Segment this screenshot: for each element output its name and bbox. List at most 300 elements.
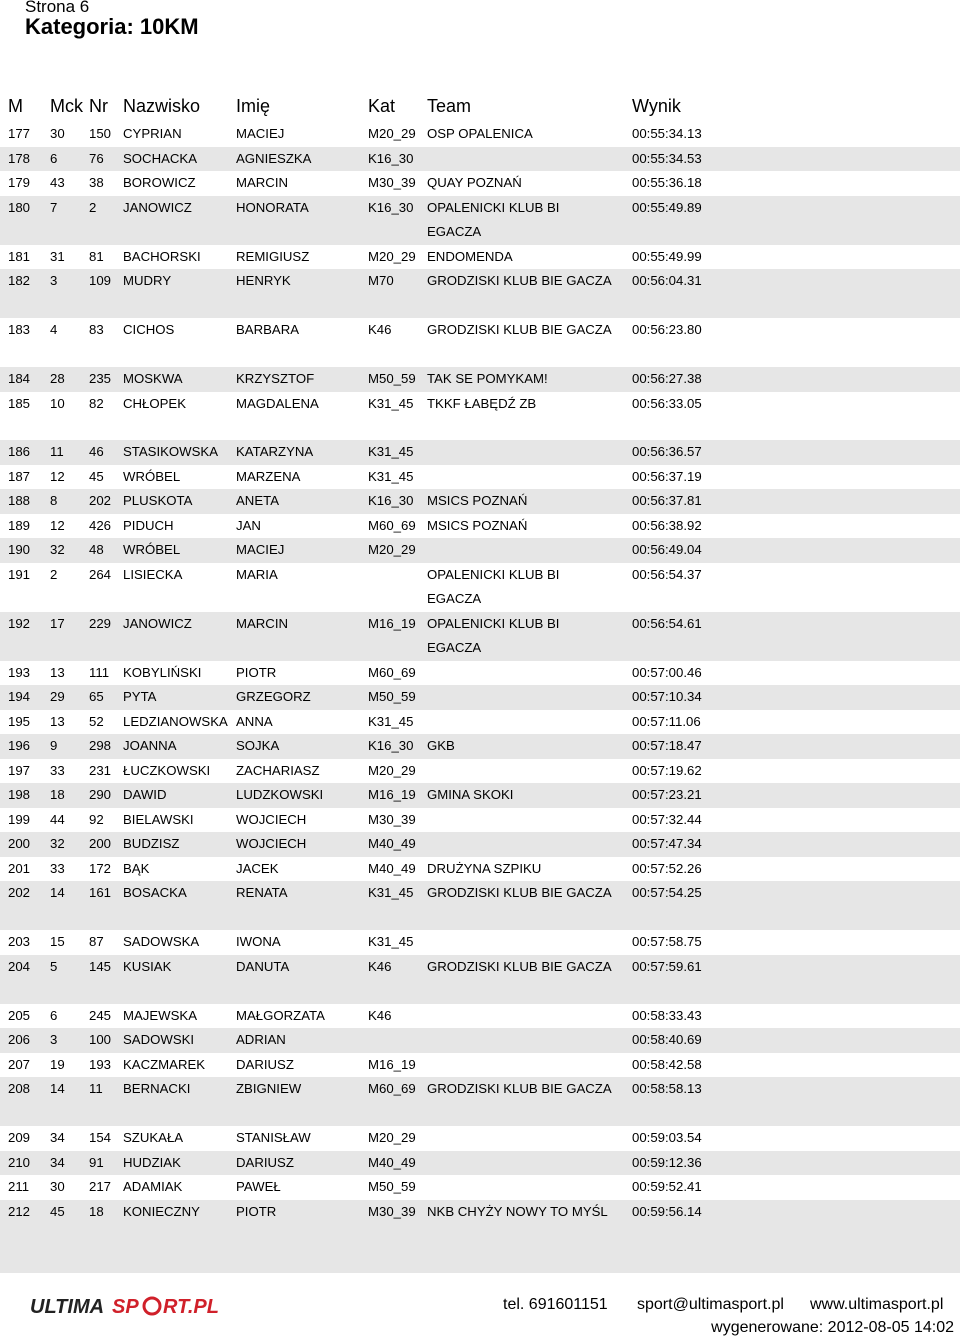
cell-category-place: 45 bbox=[50, 1203, 65, 1219]
cell-result: 00:58:40.69 bbox=[632, 1032, 702, 1047]
cell-place: 195 bbox=[8, 713, 31, 729]
cell-category-place: 18 bbox=[50, 787, 65, 802]
svg-text:SP: SP bbox=[112, 1296, 139, 1318]
table-row bbox=[0, 318, 960, 367]
cell-bib-number: 154 bbox=[89, 1130, 112, 1145]
cell-first-name: ANNA bbox=[236, 713, 273, 729]
cell-category-place: 43 bbox=[50, 175, 65, 190]
cell-result: 00:56:23.80 bbox=[632, 322, 702, 337]
table-row bbox=[0, 1077, 960, 1126]
table-row bbox=[0, 245, 960, 270]
cell-category: M40_49 bbox=[368, 836, 416, 851]
cell-place: 185 bbox=[8, 395, 31, 411]
cell-first-name: KATARZYNA bbox=[236, 444, 314, 459]
cell-surname: JOANNA bbox=[123, 738, 177, 753]
cell-result: 00:56:38.92 bbox=[632, 517, 702, 533]
cell-category: M20_29 bbox=[368, 1130, 416, 1145]
cell-surname: JANOWICZ bbox=[123, 199, 192, 215]
cell-category-place: 33 bbox=[50, 762, 65, 778]
cell-place: 190 bbox=[8, 542, 31, 557]
cell-first-name: HONORATA bbox=[236, 199, 309, 215]
table-row bbox=[0, 1053, 960, 1078]
footer-website[interactable]: www.ultimasport.pl bbox=[810, 1296, 944, 1313]
cell-category-place: 44 bbox=[50, 811, 65, 827]
table-row bbox=[0, 440, 960, 465]
cell-result: 00:59:12.36 bbox=[632, 1154, 702, 1170]
cell-result: 00:56:54.37 bbox=[632, 566, 702, 582]
cell-category: M70 bbox=[368, 273, 394, 288]
cell-category: M30_39 bbox=[368, 1203, 416, 1219]
footer bbox=[0, 1292, 960, 1341]
cell-team: NKB CHYŻY NOWY TO MYŚL bbox=[427, 1203, 608, 1219]
cell-first-name: KRZYSZTOF bbox=[236, 371, 315, 386]
table-row bbox=[0, 367, 960, 392]
cell-place: 206 bbox=[8, 1032, 31, 1047]
cell-first-name: MAŁGORZATA bbox=[236, 1007, 325, 1023]
cell-result: 00:56:37.19 bbox=[632, 468, 702, 484]
cell-result: 00:56:37.81 bbox=[632, 493, 702, 508]
cell-category: M60_69 bbox=[368, 1081, 416, 1096]
table-row bbox=[0, 538, 960, 563]
cell-team: GRODZISKI KLUB BIE GACZA bbox=[427, 958, 612, 974]
cell-bib-number: 92 bbox=[89, 811, 104, 827]
cell-surname: PIDUCH bbox=[123, 517, 174, 533]
cell-surname: DAWID bbox=[123, 787, 167, 802]
cell-place: 196 bbox=[8, 738, 31, 753]
cell-result: 00:58:33.43 bbox=[632, 1007, 702, 1023]
cell-result: 00:57:11.06 bbox=[632, 713, 701, 729]
generated-timestamp: wygenerowane: 2012-08-05 14:02 bbox=[711, 1319, 954, 1336]
cell-category: M60_69 bbox=[368, 664, 416, 680]
cell-result: 00:55:34.13 bbox=[632, 126, 702, 141]
cell-category: K31_45 bbox=[368, 395, 414, 411]
cell-category-place: 15 bbox=[50, 934, 65, 949]
cell-category-place: 7 bbox=[50, 199, 58, 215]
cell-place: 204 bbox=[8, 958, 31, 974]
cell-place: 198 bbox=[8, 787, 31, 802]
cell-bib-number: 11 bbox=[89, 1081, 103, 1096]
cell-first-name: MACIEJ bbox=[236, 126, 285, 141]
cell-result: 00:57:00.46 bbox=[632, 664, 702, 680]
cell-place: 179 bbox=[8, 175, 31, 190]
cell-category-place: 33 bbox=[50, 860, 65, 876]
cell-result: 00:57:58.75 bbox=[632, 934, 702, 949]
cell-first-name: ZBIGNIEW bbox=[236, 1081, 302, 1096]
cell-surname: WRÓBEL bbox=[123, 542, 181, 557]
cell-bib-number: 52 bbox=[89, 713, 104, 729]
cell-first-name: ANETA bbox=[236, 493, 279, 508]
cell-place: 189 bbox=[8, 517, 31, 533]
cell-first-name: LUDZKOWSKI bbox=[236, 787, 324, 802]
cell-category: K31_45 bbox=[368, 713, 414, 729]
cell-category: M20_29 bbox=[368, 762, 416, 778]
cell-team: GRODZISKI KLUB BIE GACZA bbox=[427, 322, 612, 337]
table-row bbox=[0, 1151, 960, 1176]
cell-category: M60_69 bbox=[368, 517, 416, 533]
cell-category: K46 bbox=[368, 322, 392, 337]
cell-place: 181 bbox=[8, 248, 31, 264]
cell-bib-number: 2 bbox=[89, 199, 97, 215]
cell-team: OPALENICKI KLUB BI EGACZA bbox=[427, 566, 560, 606]
cell-category-place: 14 bbox=[50, 885, 65, 900]
cell-place: 183 bbox=[8, 322, 31, 337]
cell-result: 00:56:36.57 bbox=[632, 444, 702, 459]
cell-result: 00:56:27.38 bbox=[632, 371, 702, 386]
cell-team: TKKF ŁABĘDŹ ZB bbox=[427, 395, 537, 411]
cell-category: K46 bbox=[368, 1007, 392, 1023]
cell-category: M20_29 bbox=[368, 248, 416, 264]
svg-text:RT.PL: RT.PL bbox=[163, 1296, 219, 1318]
cell-team: DRUŻYNA SZPIKU bbox=[427, 860, 542, 876]
cell-result: 00:55:49.99 bbox=[632, 248, 702, 264]
cell-place: 178 bbox=[8, 150, 31, 166]
header-name: Imię bbox=[236, 96, 271, 116]
cell-place: 203 bbox=[8, 934, 31, 949]
cell-category-place: 4 bbox=[50, 322, 58, 337]
cell-category: K16_30 bbox=[368, 150, 414, 166]
cell-first-name: JAN bbox=[236, 517, 261, 533]
cell-first-name: IWONA bbox=[236, 934, 281, 949]
table-row bbox=[0, 1028, 960, 1053]
cell-surname: WRÓBEL bbox=[123, 468, 181, 484]
table-row bbox=[0, 563, 960, 612]
cell-category: M50_59 bbox=[368, 371, 416, 386]
table-row bbox=[0, 147, 960, 172]
cell-surname: KACZMAREK bbox=[123, 1056, 206, 1072]
cell-surname: KONIECZNY bbox=[123, 1203, 200, 1219]
cell-bib-number: 172 bbox=[89, 860, 112, 876]
cell-first-name: MARIA bbox=[236, 566, 278, 582]
cell-team: GMINA SKOKI bbox=[427, 787, 514, 802]
cell-place: 197 bbox=[8, 762, 31, 778]
cell-team: OSP OPALENICA bbox=[427, 126, 533, 141]
cell-surname: KOBYLIŃSKI bbox=[123, 664, 202, 680]
cell-first-name: BARBARA bbox=[236, 322, 300, 337]
cell-surname: SADOWSKI bbox=[123, 1032, 195, 1047]
ultimasport-logo bbox=[30, 1294, 270, 1318]
cell-place: 193 bbox=[8, 664, 31, 680]
table-row bbox=[0, 489, 960, 514]
cell-category-place: 6 bbox=[50, 150, 58, 166]
cell-place: 187 bbox=[8, 468, 31, 484]
cell-bib-number: 202 bbox=[89, 493, 112, 508]
cell-first-name: MARCIN bbox=[236, 175, 289, 190]
cell-surname: LISIECKA bbox=[123, 566, 183, 582]
cell-surname: LEDZIANOWSKA bbox=[123, 713, 228, 729]
cell-bib-number: 100 bbox=[89, 1032, 112, 1047]
cell-first-name: JACEK bbox=[236, 860, 279, 876]
table-row bbox=[0, 122, 960, 147]
cell-place: 205 bbox=[8, 1007, 31, 1023]
cell-category-place: 3 bbox=[50, 1032, 58, 1047]
cell-bib-number: 65 bbox=[89, 689, 104, 704]
cell-bib-number: 290 bbox=[89, 787, 112, 802]
cell-surname: KUSIAK bbox=[123, 958, 172, 974]
table-row bbox=[0, 269, 960, 318]
cell-category: K16_30 bbox=[368, 199, 414, 215]
cell-category: M20_29 bbox=[368, 542, 416, 557]
cell-result: 00:59:03.54 bbox=[632, 1130, 702, 1145]
cell-result: 00:59:56.14 bbox=[632, 1203, 702, 1219]
cell-first-name: WOJCIECH bbox=[236, 811, 307, 827]
cell-category: K16_30 bbox=[368, 493, 414, 508]
cell-result: 00:57:59.61 bbox=[632, 958, 702, 974]
cell-category-place: 32 bbox=[50, 836, 65, 851]
cell-surname: SADOWSKA bbox=[123, 934, 200, 949]
cell-bib-number: 87 bbox=[89, 934, 104, 949]
cell-category-place: 28 bbox=[50, 371, 65, 386]
cell-first-name: GRZEGORZ bbox=[236, 689, 311, 704]
cell-team: MSICS POZNAŃ bbox=[427, 493, 528, 508]
header-surname: Nazwisko bbox=[123, 96, 201, 116]
cell-place: 192 bbox=[8, 615, 31, 631]
cell-place: 182 bbox=[8, 273, 31, 288]
cell-category: K31_45 bbox=[368, 444, 414, 459]
cell-bib-number: 298 bbox=[89, 738, 112, 753]
cell-first-name: REMIGIUSZ bbox=[236, 248, 310, 264]
table-row bbox=[0, 930, 960, 955]
cell-first-name: RENATA bbox=[236, 885, 288, 900]
cell-surname: BOROWICZ bbox=[123, 175, 196, 190]
footer-phone: tel. 691601151 bbox=[503, 1296, 608, 1313]
table-row bbox=[0, 465, 960, 490]
cell-category-place: 8 bbox=[50, 493, 58, 508]
cell-first-name: PIOTR bbox=[236, 664, 277, 680]
cell-surname: BOSACKA bbox=[123, 885, 187, 900]
table-row bbox=[0, 710, 960, 735]
cell-bib-number: 83 bbox=[89, 322, 104, 337]
cell-result: 00:57:52.26 bbox=[632, 860, 702, 876]
cell-team: GRODZISKI KLUB BIE GACZA bbox=[427, 273, 612, 288]
cell-surname: BIELAWSKI bbox=[123, 811, 194, 827]
cell-first-name: ZACHARIASZ bbox=[236, 762, 320, 778]
table-row bbox=[0, 808, 960, 833]
cell-category-place: 6 bbox=[50, 1007, 58, 1023]
cell-category: M16_19 bbox=[368, 787, 416, 802]
cell-surname: PLUSKOTA bbox=[123, 493, 193, 508]
table-row-spacer bbox=[0, 1249, 960, 1273]
cell-category-place: 12 bbox=[50, 468, 65, 484]
cell-category: M40_49 bbox=[368, 860, 416, 876]
cell-team: GKB bbox=[427, 738, 455, 753]
cell-category-place: 5 bbox=[50, 958, 58, 974]
cell-place: 177 bbox=[8, 126, 31, 141]
table-row bbox=[0, 612, 960, 661]
cell-category-place: 13 bbox=[50, 664, 65, 680]
cell-surname: CICHOS bbox=[123, 322, 175, 337]
cell-place: 184 bbox=[8, 371, 31, 386]
cell-category-place: 30 bbox=[50, 1179, 65, 1194]
cell-surname: HUDZIAK bbox=[123, 1154, 181, 1170]
cell-surname: PYTA bbox=[123, 689, 157, 704]
table-header bbox=[0, 96, 960, 122]
cell-place: 209 bbox=[8, 1130, 31, 1145]
cell-result: 00:56:49.04 bbox=[632, 542, 702, 557]
cell-first-name: WOJCIECH bbox=[236, 836, 307, 851]
cell-surname: CYPRIAN bbox=[123, 126, 182, 141]
cell-surname: BĄK bbox=[123, 860, 150, 876]
cell-category: M20_29 bbox=[368, 126, 416, 141]
cell-bib-number: 229 bbox=[89, 615, 112, 631]
cell-bib-number: 245 bbox=[89, 1007, 112, 1023]
table-row bbox=[0, 1126, 960, 1151]
cell-category-place: 17 bbox=[50, 615, 65, 631]
cell-first-name: PIOTR bbox=[236, 1203, 277, 1219]
cell-first-name: DARIUSZ bbox=[236, 1056, 294, 1072]
table-row bbox=[0, 955, 960, 1004]
cell-category-place: 10 bbox=[50, 395, 65, 411]
cell-surname: ADAMIAK bbox=[123, 1179, 183, 1194]
table-row bbox=[0, 857, 960, 882]
table-row-spacer bbox=[0, 416, 960, 440]
results-table bbox=[0, 122, 960, 1273]
cell-category-place: 31 bbox=[50, 248, 65, 264]
cell-bib-number: 150 bbox=[89, 126, 112, 141]
cell-result: 00:56:04.31 bbox=[632, 273, 702, 288]
cell-result: 00:57:19.62 bbox=[632, 762, 702, 778]
cell-first-name: MACIEJ bbox=[236, 542, 285, 557]
cell-first-name: MARZENA bbox=[236, 468, 301, 484]
cell-category: M30_39 bbox=[368, 811, 416, 827]
table-row bbox=[0, 685, 960, 710]
cell-category-place: 2 bbox=[50, 566, 58, 582]
cell-bib-number: 46 bbox=[89, 444, 104, 459]
cell-result: 00:55:34.53 bbox=[632, 150, 702, 166]
cell-category: K31_45 bbox=[368, 468, 414, 484]
cell-place: 200 bbox=[8, 836, 31, 851]
cell-category-place: 13 bbox=[50, 713, 65, 729]
cell-result: 00:57:10.34 bbox=[632, 689, 702, 704]
cell-team: ENDOMENDA bbox=[427, 248, 513, 264]
cell-bib-number: 145 bbox=[89, 958, 112, 974]
cell-bib-number: 161 bbox=[89, 885, 112, 900]
cell-first-name: STANISŁAW bbox=[236, 1130, 311, 1145]
cell-category-place: 30 bbox=[50, 126, 65, 141]
table-row bbox=[0, 1004, 960, 1029]
cell-result: 00:57:32.44 bbox=[632, 811, 702, 827]
cell-place: 208 bbox=[8, 1081, 31, 1096]
cell-first-name: HENRYK bbox=[236, 273, 291, 288]
cell-surname: BACHORSKI bbox=[123, 248, 201, 264]
cell-bib-number: 48 bbox=[89, 542, 104, 557]
cell-result: 00:56:33.05 bbox=[632, 395, 702, 411]
svg-text:ULTIMA: ULTIMA bbox=[30, 1296, 105, 1318]
cell-bib-number: 264 bbox=[89, 566, 112, 582]
cell-place: 180 bbox=[8, 199, 31, 215]
cell-first-name: DARIUSZ bbox=[236, 1154, 294, 1170]
cell-result: 00:55:49.89 bbox=[632, 199, 702, 215]
cell-category-place: 34 bbox=[50, 1130, 65, 1145]
cell-result: 00:57:23.21 bbox=[632, 787, 702, 802]
cell-first-name: PAWEŁ bbox=[236, 1179, 281, 1194]
table-row bbox=[0, 661, 960, 686]
cell-first-name: SOJKA bbox=[236, 738, 280, 753]
cell-category-place: 12 bbox=[50, 517, 65, 533]
cell-team: OPALENICKI KLUB BI EGACZA bbox=[427, 615, 560, 655]
table-row bbox=[0, 1175, 960, 1200]
cell-category: M50_59 bbox=[368, 1179, 416, 1194]
cell-place: 202 bbox=[8, 885, 31, 900]
cell-bib-number: 76 bbox=[89, 150, 104, 166]
cell-surname: STASIKOWSKA bbox=[123, 444, 219, 459]
cell-category: M30_39 bbox=[368, 175, 416, 190]
footer-email[interactable]: sport@ultimasport.pl bbox=[637, 1296, 784, 1313]
cell-place: 191 bbox=[8, 566, 31, 582]
cell-bib-number: 91 bbox=[89, 1154, 104, 1170]
cell-category: M16_19 bbox=[368, 615, 416, 631]
cell-category-place: 14 bbox=[50, 1081, 65, 1096]
cell-category: M40_49 bbox=[368, 1154, 416, 1170]
cell-category: M50_59 bbox=[368, 689, 416, 704]
cell-result: 00:56:54.61 bbox=[632, 615, 702, 631]
header-team: Team bbox=[427, 96, 472, 116]
category-title: Kategoria: 10KM bbox=[25, 14, 199, 39]
cell-place: 188 bbox=[8, 493, 31, 508]
cell-bib-number: 18 bbox=[89, 1203, 104, 1219]
cell-category-place: 19 bbox=[50, 1056, 65, 1072]
cell-bib-number: 109 bbox=[89, 273, 112, 288]
cell-place: 201 bbox=[8, 860, 31, 876]
cell-team: MSICS POZNAŃ bbox=[427, 517, 528, 533]
cell-bib-number: 111 bbox=[89, 664, 110, 680]
cell-category-place: 32 bbox=[50, 542, 65, 557]
cell-bib-number: 231 bbox=[89, 762, 112, 778]
cell-result: 00:58:42.58 bbox=[632, 1056, 702, 1072]
cell-surname: SOCHACKA bbox=[123, 150, 198, 166]
cell-bib-number: 235 bbox=[89, 371, 112, 386]
cell-category-place: 34 bbox=[50, 1154, 65, 1170]
cell-bib-number: 200 bbox=[89, 836, 112, 851]
cell-bib-number: 81 bbox=[89, 248, 104, 264]
cell-team: QUAY POZNAŃ bbox=[427, 175, 522, 190]
table-row bbox=[0, 514, 960, 539]
cell-result: 00:57:54.25 bbox=[632, 885, 702, 900]
table-row bbox=[0, 196, 960, 245]
table-row bbox=[0, 171, 960, 196]
cell-category-place: 9 bbox=[50, 738, 58, 753]
cell-category-place: 11 bbox=[50, 444, 64, 459]
table-row bbox=[0, 783, 960, 808]
cell-result: 00:57:47.34 bbox=[632, 836, 702, 851]
table-row bbox=[0, 734, 960, 759]
cell-surname: JANOWICZ bbox=[123, 615, 192, 631]
cell-category: K16_30 bbox=[368, 738, 414, 753]
cell-bib-number: 426 bbox=[89, 517, 112, 533]
cell-bib-number: 82 bbox=[89, 395, 104, 411]
page-label: Strona 6 bbox=[25, 0, 90, 16]
cell-surname: CHŁOPEK bbox=[123, 395, 187, 411]
cell-place: 210 bbox=[8, 1154, 31, 1170]
cell-bib-number: 193 bbox=[89, 1056, 112, 1072]
cell-bib-number: 217 bbox=[89, 1179, 112, 1194]
cell-bib-number: 38 bbox=[89, 175, 104, 190]
header-result: Wynik bbox=[632, 96, 681, 116]
cell-first-name: AGNIESZKA bbox=[236, 150, 312, 166]
table-row bbox=[0, 1200, 960, 1249]
cell-surname: BUDZISZ bbox=[123, 836, 180, 851]
cell-result: 00:59:52.41 bbox=[632, 1179, 702, 1194]
cell-bib-number: 45 bbox=[89, 468, 104, 484]
cell-first-name: MAGDALENA bbox=[236, 395, 319, 411]
table-row bbox=[0, 759, 960, 784]
cell-team: GRODZISKI KLUB BIE GACZA bbox=[427, 885, 612, 900]
cell-place: 207 bbox=[8, 1056, 31, 1072]
header-mck: Mck bbox=[50, 96, 83, 116]
cell-first-name: DANUTA bbox=[236, 958, 290, 974]
cell-place: 212 bbox=[8, 1203, 31, 1219]
cell-surname: MAJEWSKA bbox=[123, 1007, 198, 1023]
cell-surname: BERNACKI bbox=[123, 1081, 191, 1096]
